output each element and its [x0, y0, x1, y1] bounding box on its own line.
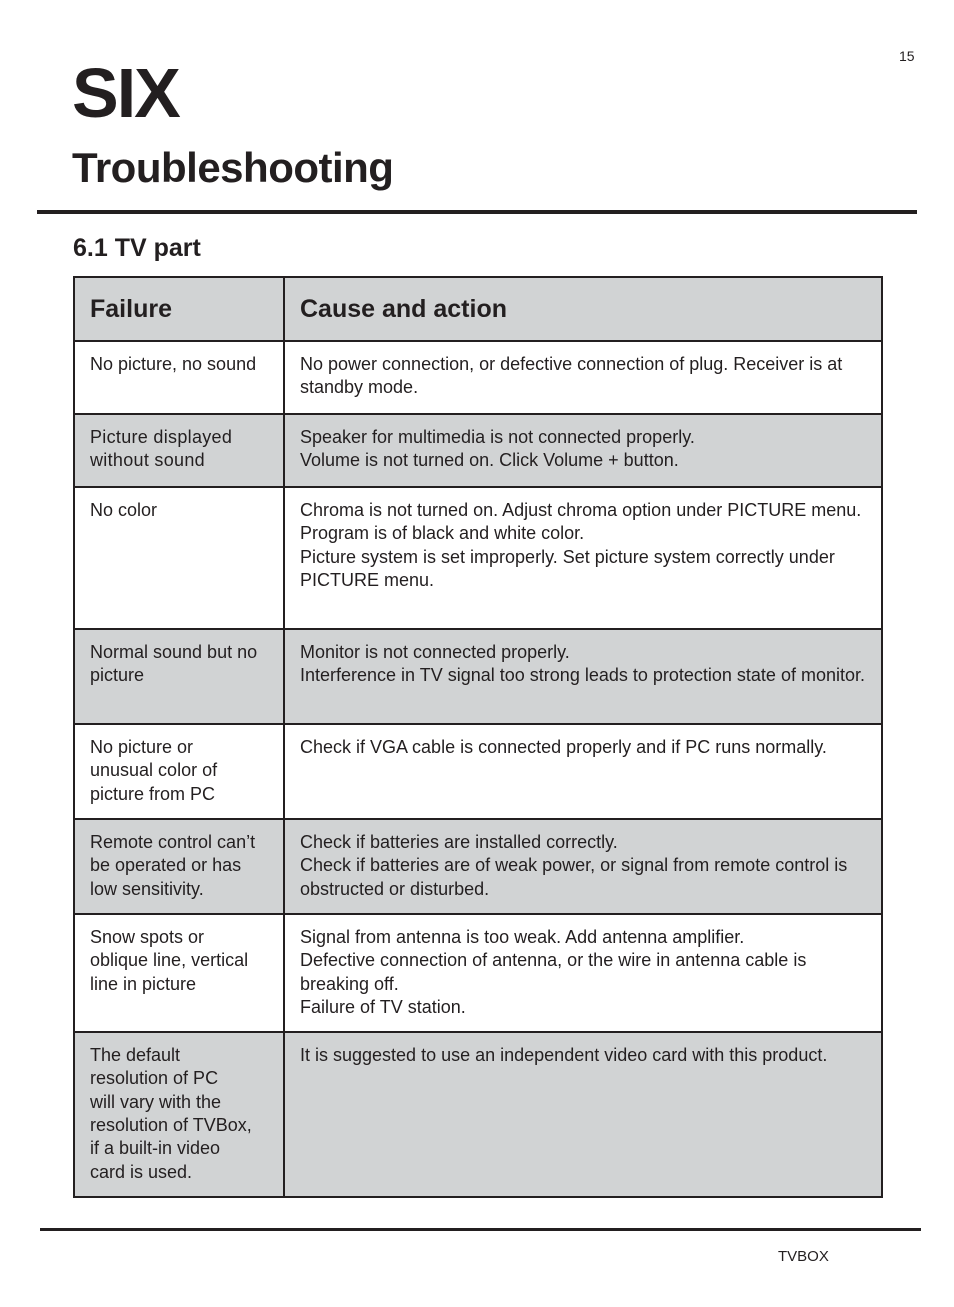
cause-text: Signal from antenna is too weak. Add antenna amplifier. [300, 927, 745, 947]
cause-text: Volume is not turned on. Click Volume + button. [300, 450, 679, 471]
failure-text: No color [90, 500, 158, 520]
table-header-row [74, 277, 882, 341]
cause-cell [284, 1032, 882, 1197]
table-row [74, 629, 882, 724]
failure-text: unusual color of [90, 760, 218, 781]
cause-text: It is suggested to use an independent video card with this product. [300, 1045, 828, 1066]
failure-text: picture from PC [90, 783, 216, 804]
failure-text: card is used. [90, 1161, 193, 1182]
cause-text: Failure of TV station. [300, 996, 466, 1017]
table-row [74, 1032, 882, 1197]
failure-text: oblique line, vertical [90, 950, 249, 971]
failure-text: will vary with the [90, 1091, 222, 1112]
cause-text: No power connection, or defective connection of plug. Receiver is at standby mode. [300, 354, 843, 398]
cause-cell [284, 341, 882, 414]
cause-text: Check if batteries are installed correctly. [300, 832, 618, 852]
cause-cell [284, 629, 882, 724]
table-row [74, 341, 882, 414]
failure-cell [74, 341, 284, 414]
cause-text: Speaker for multimedia is not connected properly. [300, 427, 695, 447]
section-title: 6.1 TV part [73, 234, 201, 262]
table-row [74, 819, 882, 914]
failure-text: No picture or [90, 737, 194, 757]
failure-text: resolution of PC [90, 1068, 219, 1089]
column-header-cause: Cause and action [284, 277, 882, 341]
cause-text: Program is of black and white color. [300, 523, 585, 544]
table-row [74, 914, 882, 1032]
failure-text: Normal sound but no picture [90, 642, 258, 686]
cause-text: Defective connection of antenna, or the wire in antenna cable is breaking off. [300, 950, 807, 994]
table-row [74, 414, 882, 487]
cause-text: Monitor is not connected properly. [300, 642, 570, 662]
failure-cell [74, 629, 284, 724]
failure-text: line in picture [90, 973, 197, 994]
table-row [74, 724, 882, 819]
failure-text: No picture, no sound [90, 354, 257, 374]
failure-text: Picture displayed without sound [90, 427, 233, 471]
cause-cell [284, 819, 882, 914]
column-header-failure: Failure [74, 277, 284, 341]
cause-cell [284, 724, 882, 819]
header-divider [37, 210, 917, 214]
page-number: 15 [899, 48, 915, 64]
cause-text: Chroma is not turned on. Adjust chroma option under PICTURE menu. [300, 500, 862, 520]
cause-cell [284, 414, 882, 487]
footer-label: TVBOX [778, 1248, 829, 1265]
cause-text: Interference in TV signal too strong leads to protection state of monitor. [300, 665, 865, 686]
cause-cell [284, 487, 882, 629]
cause-text: Picture system is set improperly. Set picture system correctly under PICTURE menu. [300, 546, 835, 590]
failure-text: The default [90, 1045, 181, 1066]
chapter-heading: SIX [72, 54, 179, 132]
failure-text: Remote control can’t be operated or has low sensitivity. [90, 832, 256, 899]
failure-cell [74, 1032, 284, 1197]
table-row [74, 487, 882, 629]
page-title: Troubleshooting [72, 144, 394, 191]
failure-cell [74, 724, 284, 819]
failure-cell [74, 914, 284, 1032]
failure-cell [74, 414, 284, 487]
cause-text: Check if VGA cable is connected properly and if PC runs normally. [300, 737, 827, 757]
failure-text: Snow spots or [90, 927, 205, 947]
failure-text: if a built-in video [90, 1138, 221, 1159]
cause-text: Check if batteries are of weak power, or signal from remote control is obstructed or disturbed. [300, 855, 848, 899]
failure-cell [74, 487, 284, 629]
footer-divider [40, 1228, 921, 1231]
failure-text: resolution of TVBox, [90, 1115, 252, 1136]
troubleshooting-table [73, 276, 883, 1198]
cause-cell [284, 914, 882, 1032]
failure-cell [74, 819, 284, 914]
